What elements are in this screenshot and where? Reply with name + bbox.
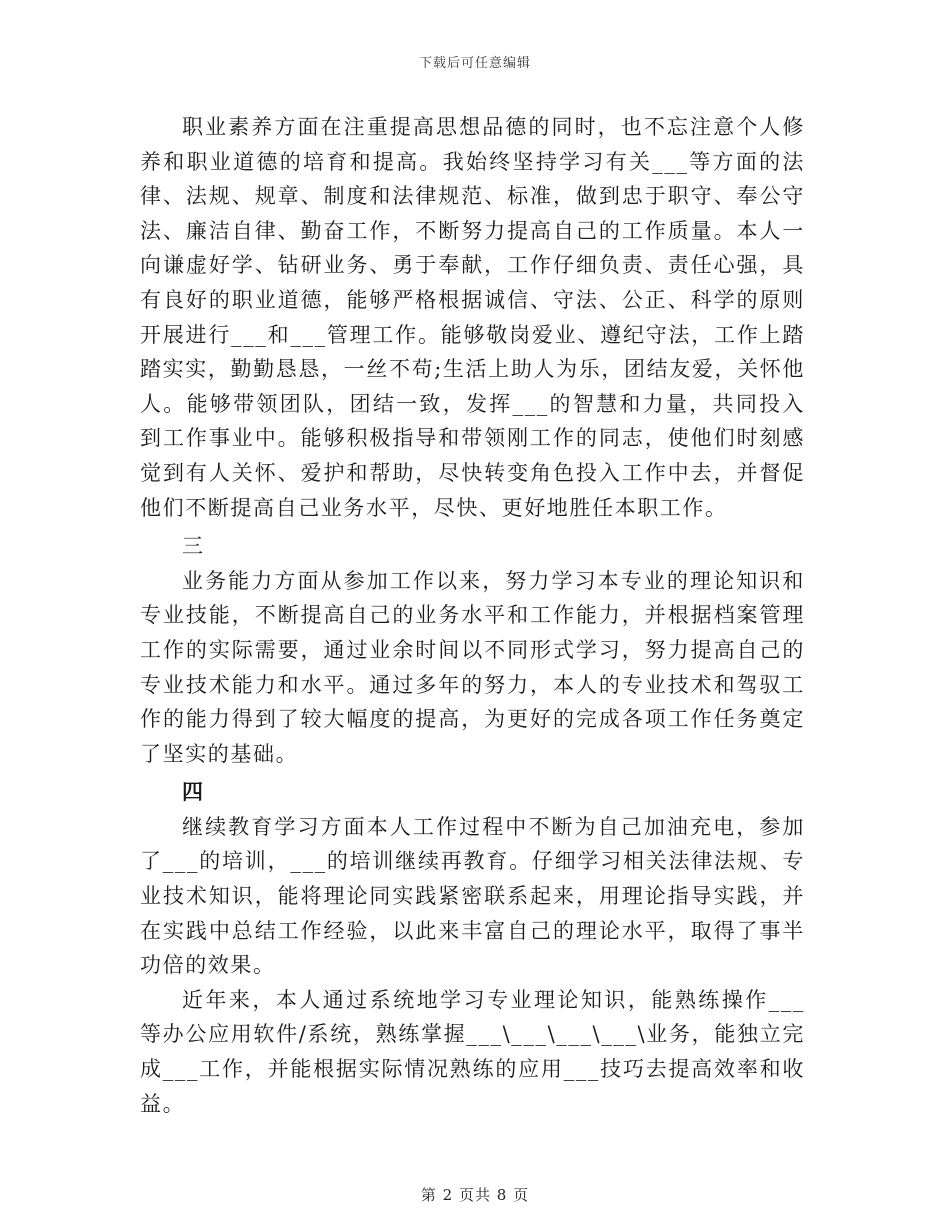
page-number: 第 2 页共 8 页 [420,1186,530,1204]
document-body [140,110,805,1121]
section-heading-three: 三 [182,534,205,559]
paragraph-professional-quality: 职业素养方面在注重提高思想品德的同时，也不忘注意个人修养和职业道德的培育和提高。我始终坚持学习有关___等方面的法律、法规、规章、制度和法律规范、标准，做到忠于职守、奉公守法、廉洁自律、勤奋工作，不断努力提高自己的工作质量。本人一向谦虚好学、钻研业务、勇于奉献，工作仔细负责、责任心强，具有良好的职业道德，能够严格根据诚信、守法、公正、科学的原则开展进行___和___管理工作。能够敬岗爱业、遵纪守法，工作上踏踏实实，勤勤恳恳，一丝不苟;生活上助人为乐，团结友爱，关怀他人。能够带领团队，团结一致，发挥___的智慧和力量，共同投入到工作事业中。能够积极指导和带领刚工作的同志，使他们时刻感觉到有人关怀、爱护和帮助，尽快转变角色投入工作中去，并督促他们不断提高自己业务水平，尽快、更好地胜任本职工作。 [140,115,805,520]
section-heading-four: 四 [182,779,205,805]
paragraph-business-ability: 业务能力方面从参加工作以来，努力学习本专业的理论知识和专业技能，不断提高自己的业务水平和工作能力，并根据档案管理工作的实际需要，通过业余时间以不同形式学习，努力提高自己的专业技术能力和水平。通过多年的努力，本人的专业技术和驾驭工作的能力得到了较大幅度的提高，为更好的完成各项工作任务奠定了坚实的基础。 [140,568,805,766]
page-header: 下载后可任意编辑 [418,56,531,71]
paragraph-recent-years: 近年来，本人通过系统地学习专业理论知识，能熟练操作___等办公应用软件/系统，熟练掌握___\___\___\___\业务，能独立完成___工作，并能根据实际情况熟练的应用___技巧去提高效率和收益。 [140,987,805,1116]
paragraph-continuing-education: 继续教育学习方面本人工作过程中不断为自己加油充电，参加了___的培训，___的培训继续再教育。仔细学习相关法律法规、专业技术知识，能将理论同实践紧密联系起来，用理论指导实践，并在实践中总结工作经验，以此来丰富自己的理论水平，取得了事半功倍的效果。 [140,814,805,978]
